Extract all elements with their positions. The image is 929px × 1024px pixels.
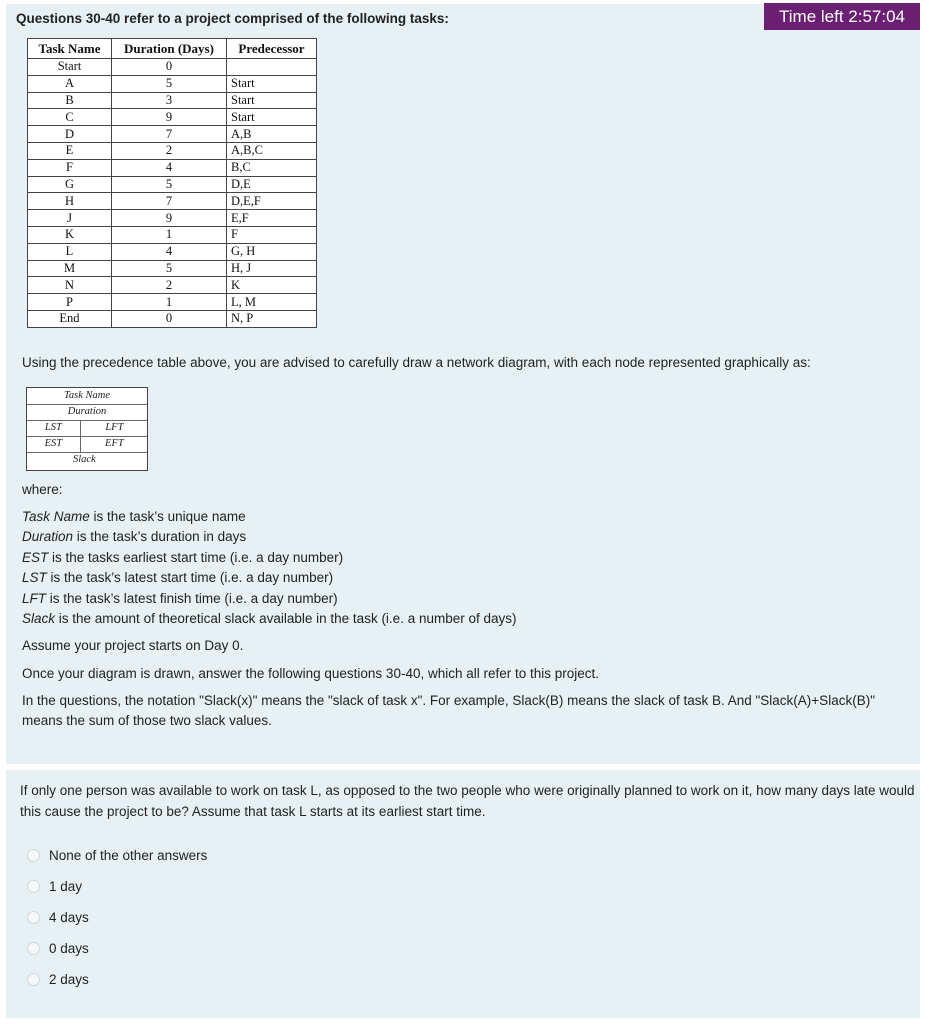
cell-task-name: M [28, 260, 112, 277]
node-legend-diagram [26, 387, 148, 471]
node-slack: Slack [73, 454, 96, 465]
cell-task-name: N [28, 277, 112, 294]
cell-predecessor: B,C [227, 159, 317, 176]
cell-predecessor [227, 59, 317, 76]
table-row [28, 243, 317, 260]
once-text: Once your diagram is drawn, answer the following questions 30-40, which all refer to this project. [22, 666, 600, 681]
cell-predecessor: F [227, 226, 317, 243]
cell-predecessor: E,F [227, 210, 317, 227]
cell-predecessor: A,B [227, 126, 317, 143]
cell-task-name: J [28, 210, 112, 227]
node-lst-lft-row [27, 420, 147, 437]
cell-task-name: H [28, 193, 112, 210]
table-row [28, 159, 317, 176]
definition-term: LST [22, 570, 47, 586]
definition-text: is the task’s latest start time (i.e. a day number) [46, 570, 334, 586]
cell-task-name: End [28, 310, 112, 327]
cell-duration: 5 [112, 260, 227, 277]
notation-text: In the questions, the notation "Slack(x)" means the "slack of task x". For example, Slack(B) means the slack of task B. And "Slack(A)+Slack(B)" means the sum of those two slack values. [22, 693, 875, 728]
definition-term: Slack [22, 611, 56, 626]
cell-duration: 1 [112, 294, 227, 311]
radio-button[interactable] [27, 911, 40, 924]
cell-duration: 9 [112, 109, 227, 126]
cell-duration: 4 [112, 243, 227, 260]
cell-duration: 7 [112, 126, 227, 143]
table-row [28, 109, 317, 126]
definition-line [22, 527, 246, 547]
definition-term: Duration [22, 529, 74, 545]
answer-option-label[interactable]: 4 days [49, 910, 89, 925]
answer-option-label[interactable]: 1 day [49, 879, 83, 894]
cell-task-name: L [28, 243, 112, 260]
definition-term: EST [22, 549, 49, 565]
table-row [28, 277, 317, 294]
cell-predecessor: Start [227, 75, 317, 92]
cell-predecessor: N, P [227, 310, 317, 327]
answer-option[interactable] [27, 908, 89, 928]
cell-duration: 3 [112, 92, 227, 109]
table-row [28, 126, 317, 143]
cell-duration: 2 [112, 277, 227, 294]
assume-text: Assume your project starts on Day 0. [22, 638, 244, 653]
cell-duration: 5 [112, 75, 227, 92]
cell-predecessor: Start [227, 109, 317, 126]
time-left-badge: Time left 2:57:04 [764, 3, 920, 30]
col-header-task-name: Task Name [28, 39, 112, 59]
answer-option[interactable] [27, 970, 89, 990]
radio-button[interactable] [27, 880, 40, 893]
node-lst: LST [44, 422, 62, 433]
precedence-table [27, 38, 317, 328]
cell-task-name: Start [28, 59, 112, 76]
radio-button[interactable] [27, 942, 40, 955]
cell-predecessor: K [227, 277, 317, 294]
cell-task-name: B [28, 92, 112, 109]
definition-line [22, 568, 333, 588]
cell-predecessor: D,E [227, 176, 317, 193]
node-duration: Duration [27, 404, 147, 421]
node-task-name: Task Name [27, 388, 147, 405]
cell-predecessor: H, J [227, 260, 317, 277]
cell-duration: 2 [112, 142, 227, 159]
answer-option[interactable] [27, 939, 89, 959]
definition-line [22, 548, 343, 568]
node-est: EST [44, 438, 63, 449]
definition-line [22, 507, 246, 527]
table-row [28, 294, 317, 311]
cell-predecessor: D,E,F [227, 193, 317, 210]
radio-button[interactable] [27, 849, 40, 862]
table-row [28, 310, 317, 327]
cell-duration: 0 [112, 59, 227, 76]
table-row [28, 260, 317, 277]
cell-predecessor: A,B,C [227, 142, 317, 159]
cell-duration: 7 [112, 193, 227, 210]
radio-button[interactable] [27, 973, 40, 986]
cell-task-name: D [28, 126, 112, 143]
cell-predecessor: G, H [227, 243, 317, 260]
definition-text: is the tasks earliest start time (i.e. a day number) [48, 549, 344, 565]
cell-duration: 1 [112, 226, 227, 243]
table-row [28, 59, 317, 76]
questions-heading: Questions 30-40 refer to a project comprised of the following tasks: [16, 11, 449, 26]
cell-task-name: C [28, 109, 112, 126]
definition-text: is the amount of theoretical slack available in the task (i.e. a number of days) [55, 611, 517, 626]
cell-predecessor: L, M [227, 294, 317, 311]
answer-option-label[interactable]: None of the other answers [49, 848, 208, 863]
answer-option[interactable] [27, 877, 82, 897]
table-row [28, 75, 317, 92]
where-label: where: [22, 482, 63, 497]
cell-duration: 5 [112, 176, 227, 193]
cell-task-name: K [28, 226, 112, 243]
table-row [28, 210, 317, 227]
col-header-predecessor: Predecessor [227, 39, 317, 59]
definition-term: LFT [22, 590, 47, 606]
cell-duration: 4 [112, 159, 227, 176]
cell-task-name: F [28, 159, 112, 176]
col-header-duration: Duration (Days) [112, 39, 227, 59]
node-eft: EFT [80, 436, 148, 452]
answer-option[interactable] [27, 846, 207, 866]
cell-duration: 0 [112, 310, 227, 327]
definition-text: is the task’s duration in days [73, 529, 247, 545]
table-row [28, 176, 317, 193]
definition-term: Task Name [22, 509, 90, 524]
table-row [28, 92, 317, 109]
answer-option-label[interactable]: 2 days [49, 972, 89, 987]
cell-task-name: A [28, 75, 112, 92]
answer-option-label[interactable]: 0 days [49, 941, 89, 956]
definition-line [22, 589, 338, 609]
question-text: If only one person was available to work on task L, as opposed to the two people who were originally planned to work on it, how many days late would this cause the project to be? Assume that task L starts at its earliest start time. [20, 783, 915, 819]
definition-text: is the task’s unique name [89, 509, 246, 524]
table-row [28, 193, 317, 210]
diagram-instruction: Using the precedence table above, you are advised to carefully draw a network diagram, with each node represented graphically as: [22, 355, 811, 370]
table-row [28, 226, 317, 243]
cell-predecessor: Start [227, 92, 317, 109]
definition-text: is the task’s latest finish time (i.e. a day number) [46, 590, 338, 606]
definition-line [22, 609, 517, 629]
cell-task-name: G [28, 176, 112, 193]
cell-duration: 9 [112, 210, 227, 227]
node-est-eft-row [27, 436, 147, 453]
cell-task-name: P [28, 294, 112, 311]
cell-task-name: E [28, 142, 112, 159]
node-lft: LFT [80, 420, 148, 436]
table-row [28, 142, 317, 159]
